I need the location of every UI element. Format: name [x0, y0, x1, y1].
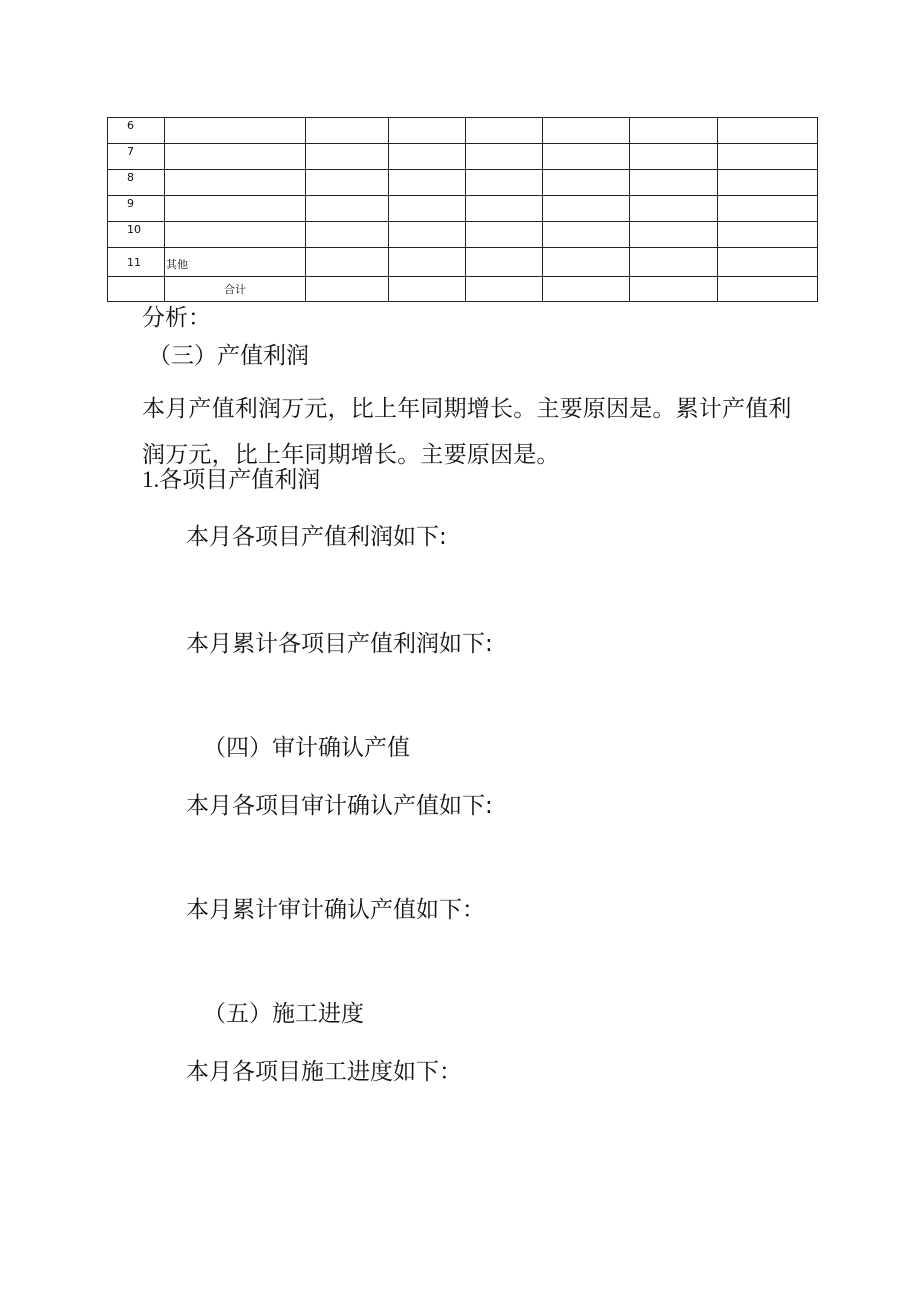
table-cell — [466, 118, 543, 144]
table-cell — [306, 222, 389, 248]
subheading-text: 各项目产值利润 — [159, 467, 321, 493]
table-cell — [543, 277, 630, 302]
table-cell — [466, 196, 543, 222]
section-4-title: （四）审计确认产值 — [203, 735, 410, 761]
section-3-paragraph — [142, 386, 842, 478]
table-cell — [306, 144, 389, 170]
table-cell — [718, 196, 818, 222]
table-cell — [389, 222, 466, 248]
table-cell — [630, 222, 718, 248]
section-5-title: （五）施工进度 — [203, 1001, 364, 1027]
section-3-cumulative-items: 本月累计各项目产值利润如下: — [186, 631, 493, 657]
row-name — [165, 118, 306, 144]
table-row — [108, 144, 818, 170]
table-cell — [630, 170, 718, 196]
table-cell — [466, 222, 543, 248]
total-label: 合计 — [165, 277, 306, 302]
table-cell — [306, 196, 389, 222]
row-index: 11 — [108, 248, 165, 277]
section-4-month-items: 本月各项目审计确认产值如下: — [186, 793, 493, 819]
table-row — [108, 196, 818, 222]
row-index: 9 — [108, 196, 165, 222]
table-cell — [543, 118, 630, 144]
row-name — [165, 144, 306, 170]
table-cell — [389, 118, 466, 144]
table-total-row — [108, 277, 818, 302]
table-cell — [718, 170, 818, 196]
table-row — [108, 222, 818, 248]
table-cell — [306, 248, 389, 277]
table-cell — [718, 144, 818, 170]
row-name: 其他 — [165, 248, 306, 277]
table-cell — [389, 196, 466, 222]
paragraph-line: 本月产值利润万元，比上年同期增长。主要原因是。累计产值利 — [142, 396, 792, 422]
table-cell — [630, 144, 718, 170]
table-cell — [389, 248, 466, 277]
table-cell — [466, 170, 543, 196]
section-5-month-items: 本月各项目施工进度如下： — [186, 1059, 462, 1085]
table-cell — [306, 277, 389, 302]
table-cell — [543, 248, 630, 277]
table-cell — [718, 118, 818, 144]
table-row — [108, 170, 818, 196]
row-name — [165, 196, 306, 222]
table-cell — [630, 248, 718, 277]
table-cell — [543, 196, 630, 222]
section-3-subheading — [142, 468, 320, 492]
row-index: 8 — [108, 170, 165, 196]
table-cell — [543, 144, 630, 170]
table-cell — [718, 222, 818, 248]
table-cell — [630, 277, 718, 302]
row-name — [165, 222, 306, 248]
table-cell — [630, 196, 718, 222]
table-cell — [306, 170, 389, 196]
data-table — [107, 117, 818, 302]
table-cell — [630, 118, 718, 144]
section-3-title: （三）产值利润 — [148, 343, 309, 369]
analysis-label: 分析： — [142, 305, 211, 331]
row-index: 7 — [108, 144, 165, 170]
subheading-number: 1. — [142, 467, 160, 492]
table-cell — [389, 144, 466, 170]
table-cell — [543, 170, 630, 196]
table-cell — [389, 170, 466, 196]
table-cell — [389, 277, 466, 302]
table-cell — [466, 248, 543, 277]
table-cell — [718, 248, 818, 277]
table-cell — [108, 277, 165, 302]
table-cell — [306, 118, 389, 144]
row-index: 6 — [108, 118, 165, 144]
table-row — [108, 248, 818, 277]
row-index: 10 — [108, 222, 165, 248]
table-cell — [543, 222, 630, 248]
row-name — [165, 170, 306, 196]
table-cell — [718, 277, 818, 302]
table-row — [108, 118, 818, 144]
section-4-cumulative-items: 本月累计审计确认产值如下： — [186, 897, 485, 923]
paragraph-line: 润万元，比上年同期增长。主要原因是。 — [142, 442, 560, 468]
table-cell — [466, 144, 543, 170]
table-cell — [466, 277, 543, 302]
section-3-month-items: 本月各项目产值利润如下: — [186, 524, 447, 550]
